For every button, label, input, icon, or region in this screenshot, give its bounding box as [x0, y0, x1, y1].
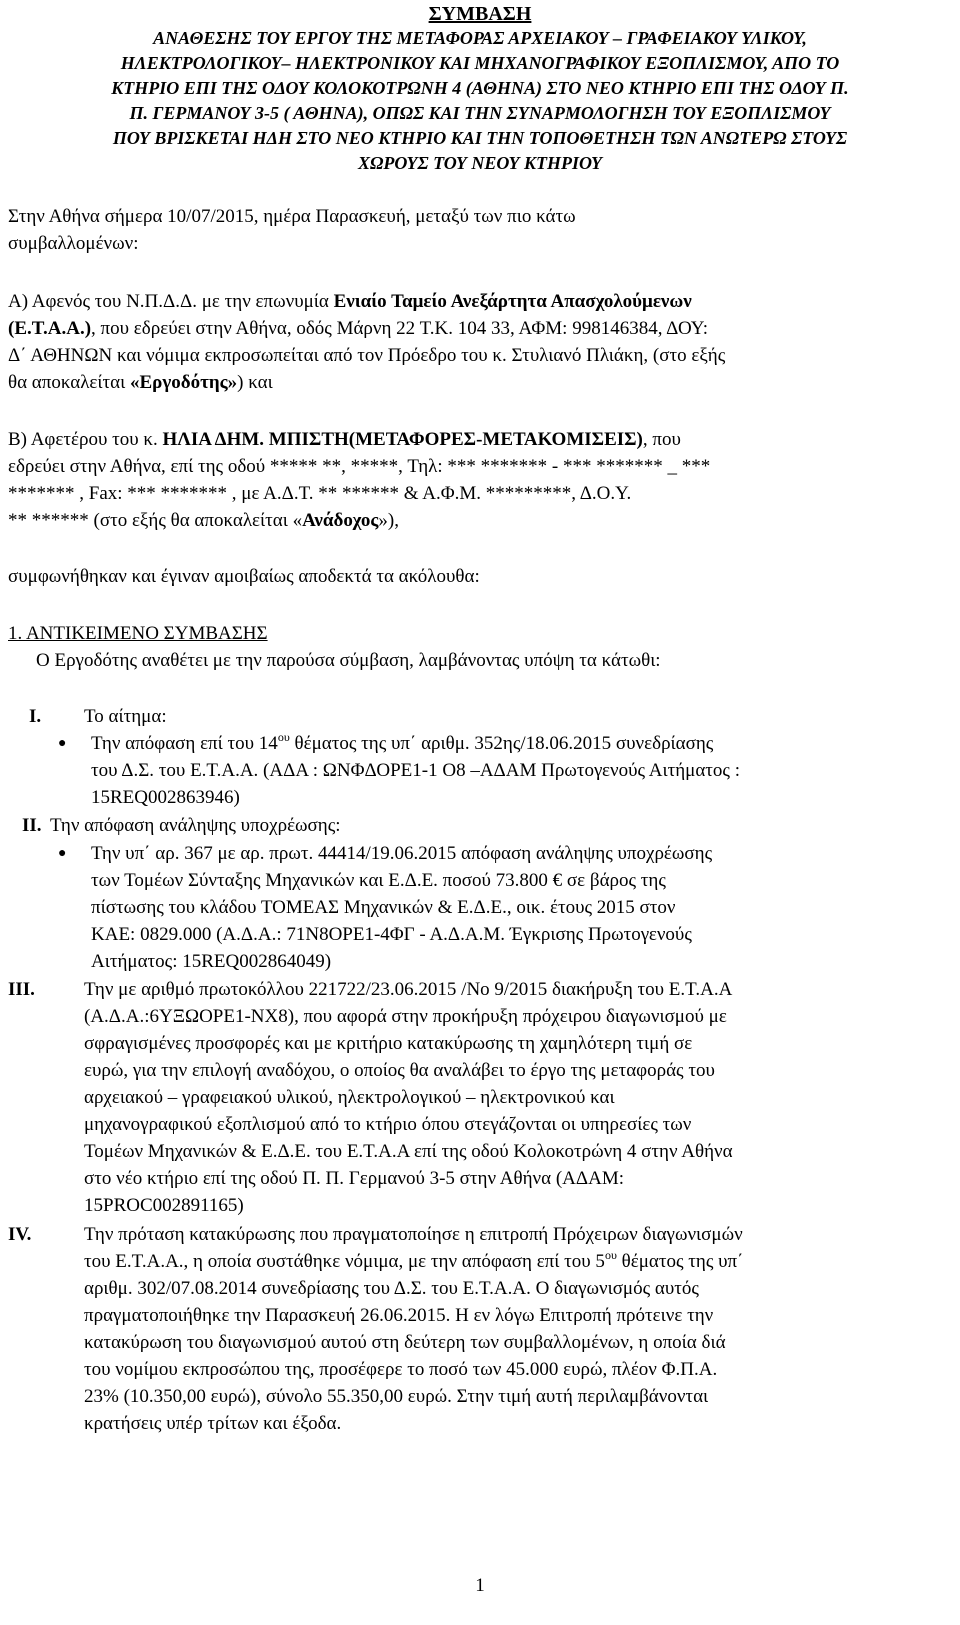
contractor-name: ΗΛΙΑ ΔΗΜ. ΜΠΙΣΤΗ(ΜΕΤΑΦΟΡΕΣ-ΜΕΤΑΚΟΜΙΣΕΙΣ) — [162, 429, 643, 450]
item-numeral: III. — [8, 979, 35, 1000]
party-b-line — [8, 426, 923, 453]
contract-subject — [20, 26, 940, 176]
section-heading — [8, 620, 923, 647]
ordinal-suffix: ου — [604, 1248, 617, 1262]
item-3-line: Τομέων Μηχανικών & Ε.Δ.Ε. του Ε.Τ.Α.Α επί της οδού Κολοκοτρώνη 4 στην Αθήνα — [84, 1141, 733, 1162]
item-3-line: μηχανογραφικού εξοπλισμού από το κτήριο όπου στεγάζονται οι υπηρεσίες των — [84, 1114, 692, 1135]
item-numeral: IV. — [8, 1224, 32, 1245]
item-4-line: κρατήσεις υπέρ τρίτων και έξοδα. — [84, 1413, 342, 1434]
party-a-text: ) και — [237, 372, 273, 393]
section-1-heading: 1. ΑΝΤΙΚΕΙΜΕΝΟ ΣΥΜΒΑΣΗΣ — [8, 623, 268, 644]
party-b-line: εδρεύει στην Αθήνα, επί της οδού ***** **, *****, Τηλ: *** ******* - *** ******* _ *** — [8, 456, 711, 477]
subject-line: ΠΟΥ ΒΡΙΣΚΕΤΑΙ ΗΔΗ ΣΤΟ ΝΕΟ ΚΤΗΡΙΟ ΚΑΙ ΤΗΝ ΤΟΠΟΘΕΤΗΣΗ ΤΩΝ ΑΝΩΤΕΡΩ ΣΤΟΥΣ — [112, 128, 848, 148]
party-a-line — [8, 369, 923, 396]
item-4-line: αριθμ. 302/07.08.2014 συνεδρίασης του Δ.Σ. του Ε.Τ.Α.Α. Ο διαγωνισμός αυτός — [84, 1278, 699, 1299]
item-4-line: πραγματοποιήθηκε την Παρασκευή 26.06.2015. Η εν λόγω Επιτροπή πρότεινε την — [84, 1305, 714, 1326]
item-2-label: Την απόφαση ανάληψης υποχρέωσης: — [50, 815, 341, 836]
item-1-text: θέματος της υπ΄ αριθμ. 352ης/18.06.2015 συνεδρίασης — [289, 733, 714, 754]
document-title: ΣΥΜΒΑΣΗ — [428, 3, 532, 25]
item-numeral: II. — [22, 815, 42, 836]
item-3-line: ευρώ, για την επιλογή αναδόχου, ο οποίος θα αναλάβει το έργο της μεταφοράς του — [84, 1060, 715, 1081]
party-b-paragraph — [8, 426, 923, 534]
ordinal-suffix: ου — [277, 730, 290, 744]
item-4-line: Την πρόταση κατακύρωσης που πραγματοποίησε η επιτροπή Πρόχειρων διαγωνισμών — [84, 1224, 743, 1245]
item-2-line: πίστωσης του κλάδου ΤΟΜΕΑΣ Μηχανικών & Ε.Δ.Ε., οικ. έτους 2015 στον — [91, 897, 676, 918]
item-1-line: 15REQ002863946) — [91, 787, 240, 808]
bullet-icon: ● — [58, 736, 67, 751]
item-3-line: σφραγισμένες προσφορές και με κριτήριο κατακύρωσης τη χαμηλότερη τιμή σε — [84, 1033, 693, 1054]
party-a-line — [8, 288, 923, 315]
intro-paragraph — [8, 203, 923, 257]
party-b-text: ** ****** (στο εξής θα αποκαλείται « — [8, 510, 303, 531]
subject-line: ΚΤΗΡΙΟ ΕΠΙ ΤΗΣ ΟΔΟΥ ΚΟΛΟΚΟΤΡΩΝΗ 4 (ΑΘΗΝΑ) ΣΤΟ ΝΕΟ ΚΤΗΡΙΟ ΕΠΙ ΤΗΣ ΟΔΟΥ Π. — [111, 78, 849, 98]
item-4-line: του νομίμου εκπροσώπου της, προσέφερε το ποσό των 45.000 ευρώ, πλέον Φ.Π.Α. — [84, 1359, 718, 1380]
employer-term: «Εργοδότης» — [129, 372, 238, 393]
item-3-text — [84, 976, 914, 1219]
party-b-text: »), — [378, 510, 399, 531]
party-a-paragraph — [8, 288, 923, 396]
bullet-icon: ● — [58, 846, 67, 861]
intro-line: συμβαλλομένων: — [8, 233, 139, 254]
page-number: 1 — [475, 1575, 485, 1596]
item-1-text: Την απόφαση επί του 14 — [91, 733, 278, 754]
item-3-line: αρχειακού – γραφειακού υλικού, ηλεκτρολογικού – ηλεκτρονικού και — [84, 1087, 615, 1108]
item-4-text-part: θέματος της υπ΄ — [616, 1251, 744, 1272]
subject-line: ΑΝΑΘΕΣΗΣ ΤΟΥ ΕΡΓΟΥ ΤΗΣ ΜΕΤΑΦΟΡΑΣ ΑΡΧΕΙΑΚΟΥ – ΓΡΑΦΕΙΑΚΟΥ ΥΛΙΚΟΥ, — [153, 28, 807, 48]
item-1-line: του Δ.Σ. του Ε.Τ.Α.Α. (ΑΔΑ : ΩΝΦΔΟΡΕ1-1 Ο8 –ΑΔΑΜ Πρωτογενούς Αιτήματος : — [91, 760, 740, 781]
item-4-line: κατακύρωση του διαγωνισμού αυτού στη δεύτερη των συμβαλλομένων, η οποία διά — [84, 1332, 726, 1353]
party-a-org-abbr: (Ε.Τ.Α.Α.) — [8, 318, 92, 339]
party-b-text: , που — [642, 429, 681, 450]
agreed-line: συμφωνήθηκαν και έγιναν αμοιβαίως αποδεκτά τα ακόλουθα: — [8, 566, 480, 587]
contractor-term: Ανάδοχος — [302, 510, 379, 531]
intro-line: Στην Αθήνα σήμερα 10/07/2015, ημέρα Παρασκευή, μεταξύ των πιο κάτω — [8, 206, 576, 227]
item-2-line: ΚΑΕ: 0829.000 (Α.Δ.Α.: 71Ν8ΟΡΕ1-4ΦΓ - Α.Δ.Α.Μ. Έγκρισης Πρωτογενούς — [91, 924, 692, 945]
item-3-line: 15PROC002891165) — [84, 1195, 244, 1216]
item-3-line: (Α.Δ.Α.:6ΥΞΩΟΡΕ1-ΝΧ8), που αφορά στην προκήρυξη πρόχειρου διαγωνισμού με — [84, 1006, 727, 1027]
item-4-line: 23% (10.350,00 ευρώ), σύνολο 55.350,00 ευρώ. Στην τιμή αυτή περιλαμβάνονται — [84, 1386, 709, 1407]
item-3-line: Την με αριθμό πρωτοκόλλου 221722/23.06.2015 /Νο 9/2015 διακήρυξη του Ε.Τ.Α.Α — [84, 979, 733, 1000]
item-2-bullet — [91, 840, 915, 975]
item-2-line: Την υπ΄ αρ. 367 με αρ. πρωτ. 44414/19.06.2015 απόφαση ανάληψης υποχρέωσης — [91, 843, 713, 864]
party-b-line — [8, 507, 923, 534]
party-a-line: Δ΄ ΑΘΗΝΩΝ και νόμιμα εκπροσωπείται από τον Πρόεδρο του κ. Στυλιανό Πλιάκη, (στο εξής — [8, 345, 726, 366]
subject-line: Π. ΓΕΡΜΑΝΟΥ 3-5 ( ΑΘΗΝΑ), ΟΠΩΣ ΚΑΙ ΤΗΝ ΣΥΝΑΡΜΟΛΟΓΗΣΗ ΤΟΥ ΕΞΟΠΛΙΣΜΟΥ — [129, 103, 831, 123]
subject-line: ΗΛΕΚΤΡΟΛΟΓΙΚΟΥ– ΗΛΕΚΤΡΟΝΙΚΟΥ ΚΑΙ ΜΗΧΑΝΟΓΡΑΦΙΚΟΥ ΕΞΟΠΛΙΣΜΟΥ, ΑΠΟ ΤΟ — [120, 53, 840, 73]
party-a-text: Α) Αφενός του Ν.Π.Δ.Δ. με την επωνυμία — [8, 291, 334, 312]
party-a-text: θα αποκαλείται — [8, 372, 130, 393]
party-a-text: , που εδρεύει στην Αθήνα, οδός Μάρνη 22 Τ.Κ. 104 33, ΑΦΜ: 998146384, ΔΟΥ: — [91, 318, 709, 339]
item-4-text-part: του Ε.Τ.Α.Α., η οποία συστάθηκε νόμιμα, με την απόφαση επί του 5 — [84, 1251, 605, 1272]
item-4-text — [84, 1221, 914, 1437]
party-a-org-name: Ενιαίο Ταμείο Ανεξάρτητα Απασχολούμενων — [333, 291, 692, 312]
party-b-text: Β) Αφετέρου του κ. — [8, 429, 163, 450]
item-4-line — [84, 1248, 914, 1275]
item-1-label: Το αίτημα: — [84, 706, 167, 727]
item-3-line: στο νέο κτήριο επί της οδού Π. Π. Γερμανού 3-5 στην Αθήνα (ΑΔΑΜ: — [84, 1168, 624, 1189]
item-2-line: Αιτήματος: 15REQ002864049) — [91, 951, 332, 972]
item-2-line: των Τομέων Σύνταξης Μηχανικών και Ε.Δ.Ε. ποσού 73.800 € σε βάρος της — [91, 870, 666, 891]
section-1-intro: Ο Εργοδότης αναθέτει με την παρούσα σύμβαση, λαμβάνοντας υπόψη τα κάτωθι: — [36, 650, 661, 671]
item-numeral: I. — [29, 706, 42, 727]
subject-line: ΧΩΡΟΥΣ ΤΟΥ ΝΕΟΥ ΚΤΗΡΙΟΥ — [357, 153, 603, 173]
party-b-line: ******* , Fax: *** ******* , με Α.Δ.Τ. ** ****** & Α.Φ.Μ. *********, Δ.Ο.Υ. — [8, 483, 632, 504]
item-1-bullet — [91, 730, 915, 811]
party-a-line — [8, 315, 923, 342]
item-1-line — [91, 730, 915, 757]
